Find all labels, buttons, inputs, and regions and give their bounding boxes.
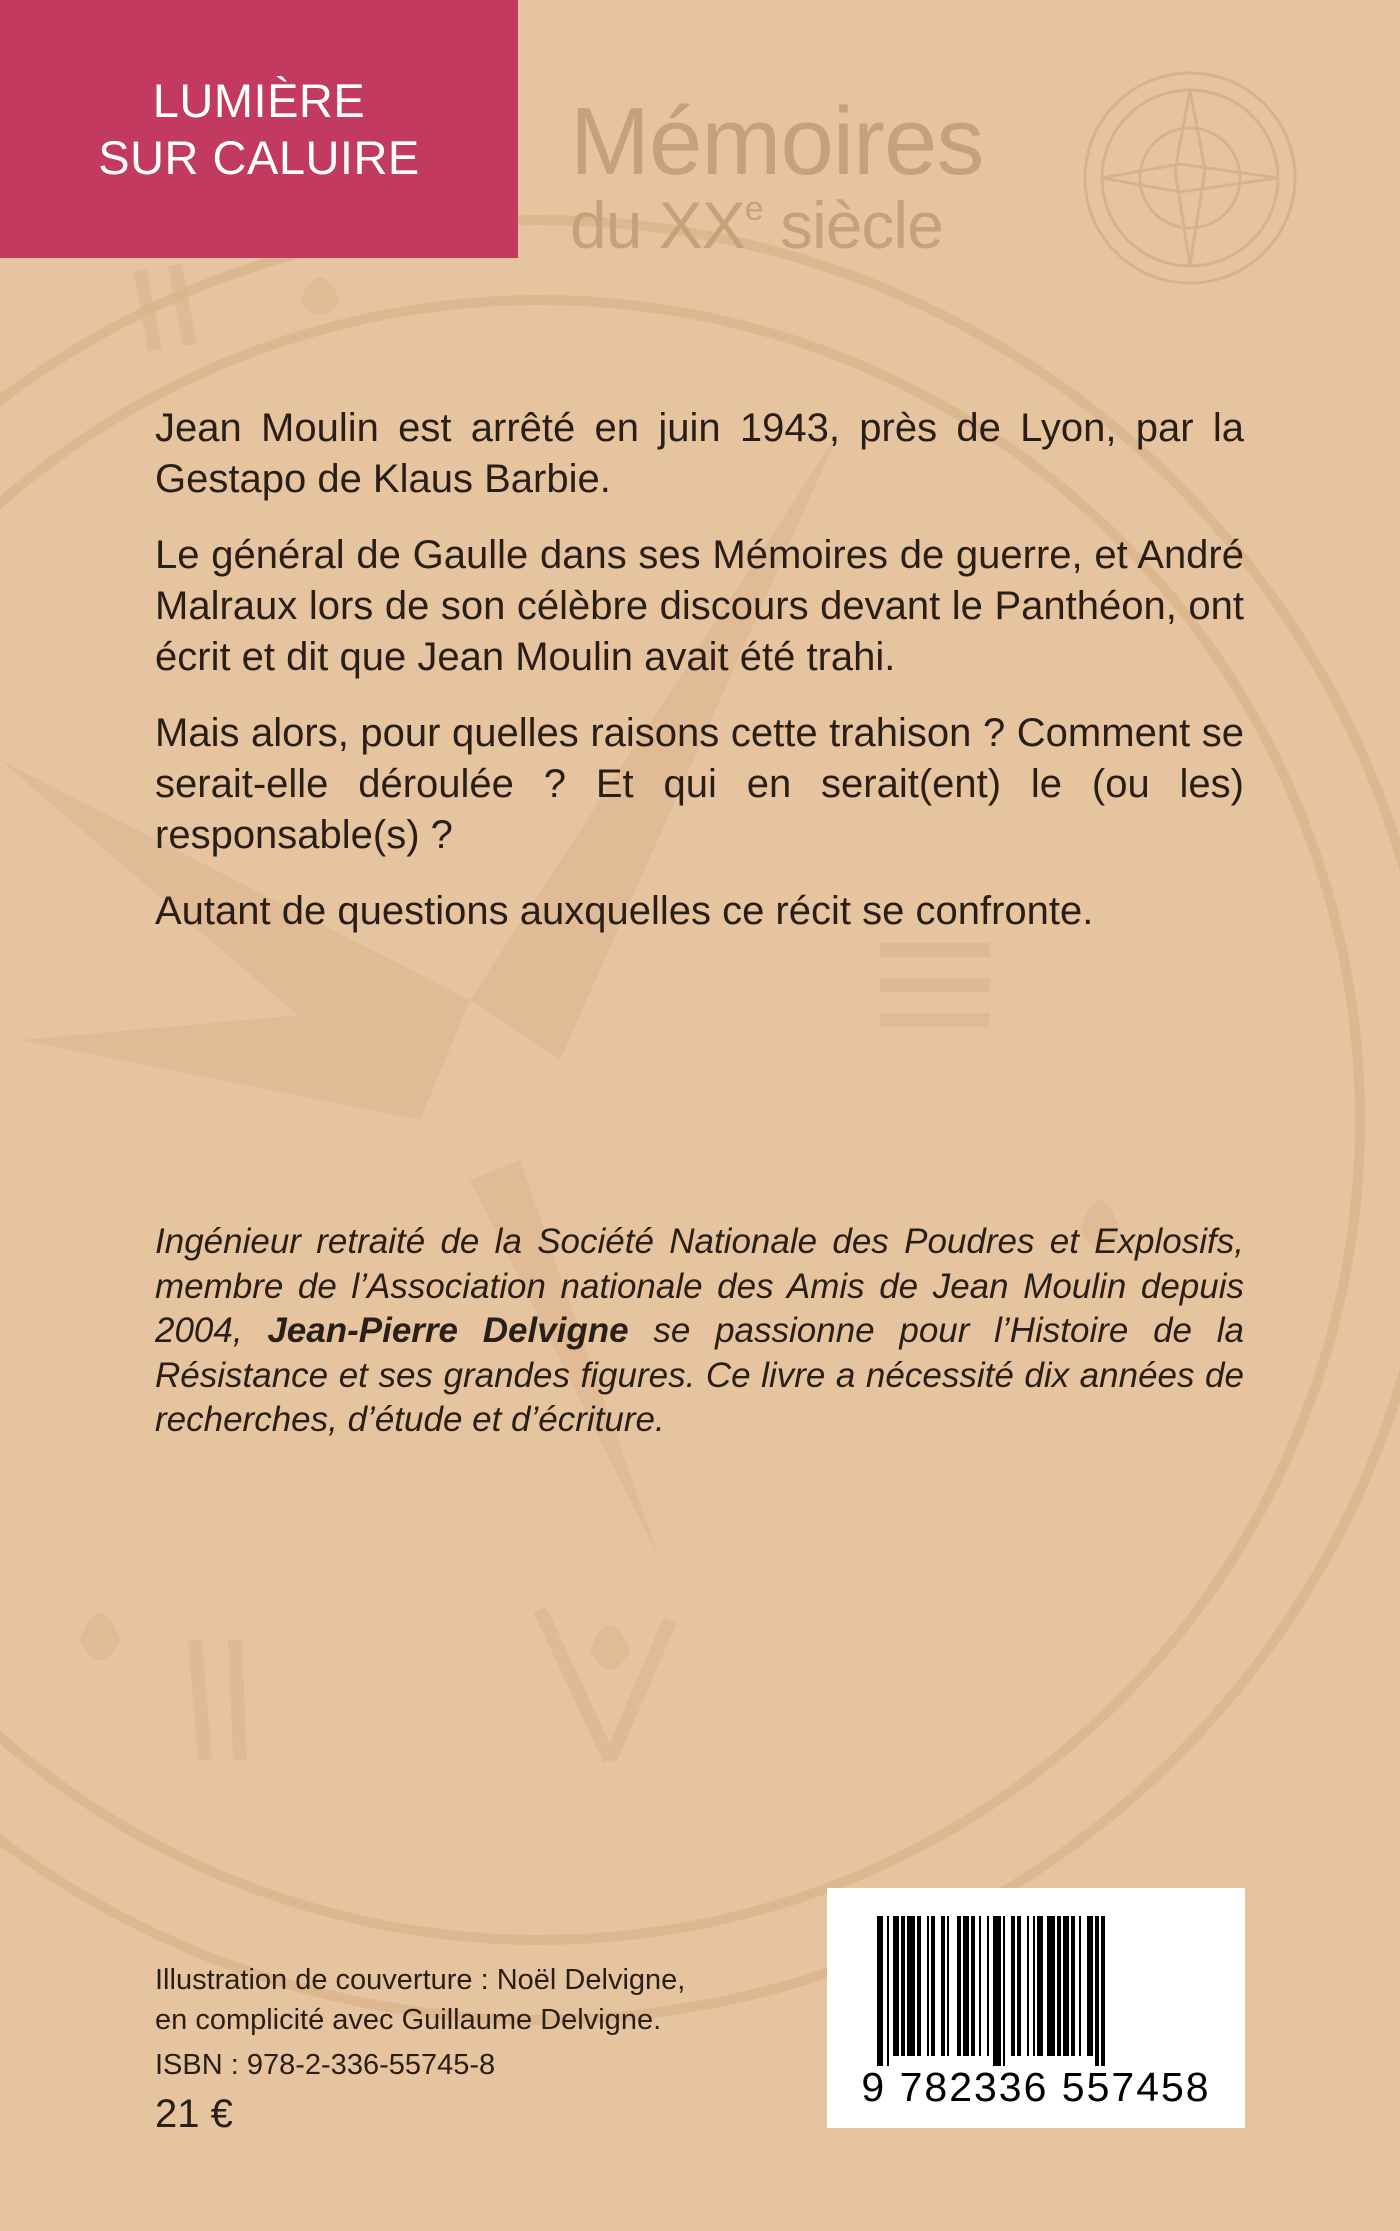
price: 21 € — [155, 2092, 233, 2136]
barcode-bar — [1027, 1916, 1029, 2056]
collection-box — [0, 0, 518, 258]
series-subtitle-prefix: du XX — [570, 188, 745, 262]
collection-title — [0, 72, 518, 186]
barcode-bar — [1011, 1916, 1015, 2056]
barcode-bar — [927, 1916, 929, 2056]
barcode-bar — [993, 1916, 1001, 2066]
collection-title-line2: SUR CALUIRE — [98, 131, 420, 184]
barcode-bar — [1047, 1916, 1055, 2056]
series-subtitle-sup: e — [744, 190, 763, 228]
barcode-bar — [971, 1916, 975, 2056]
series-subtitle — [570, 190, 943, 260]
barcode-bar — [1003, 1916, 1005, 2066]
barcode-bar — [1095, 1916, 1099, 2066]
barcode-bar — [877, 1916, 883, 2066]
barcode-bar — [907, 1916, 915, 2056]
barcode-bar — [917, 1916, 921, 2056]
barcode-bar — [1017, 1916, 1021, 2056]
collection-title-line1: LUMIÈRE — [152, 74, 366, 127]
illustration-credit — [155, 1960, 715, 2040]
barcode-bar — [941, 1916, 945, 2056]
barcode-bar — [979, 1916, 981, 2056]
series-subtitle-suffix: siècle — [762, 188, 943, 262]
barcode-bar — [1087, 1916, 1093, 2056]
barcode-bar — [931, 1916, 935, 2056]
series-title: Mémoires — [570, 88, 984, 195]
barcode-bars — [827, 1888, 1245, 2068]
author-bio-before: Ingénieur retraité de la Société Nationale des Poudres et Explosifs, membre de l’Association nationale des Amis de Jean Moulin depuis 2004, — [155, 1222, 1244, 1350]
author-bio-after: se passionne pour l’Histoire de la Résistance et ses grandes figures. Ce livre a nécessité dix années de recherches, d’étude et d’écriture. — [155, 1311, 1244, 1439]
summary-paragraph: Autant de questions auxquelles ce récit se confronte. — [155, 889, 1094, 933]
barcode-bar — [1079, 1916, 1081, 2056]
summary-paragraph: Mais alors, pour quelles raisons cette trahison ? Comment se serait-elle déroulée ? Et qui en serait(ent) le (ou les) responsable(s) ? — [155, 711, 1244, 857]
barcode-bar — [957, 1916, 961, 2056]
barcode-bar — [901, 1916, 905, 2056]
author-bio — [155, 1220, 1244, 1443]
author-bio-paragraph — [155, 1220, 1244, 1443]
barcode-bar — [1033, 1916, 1035, 2056]
barcode-bar — [963, 1916, 969, 2056]
summary-paragraph: Le général de Gaulle dans ses Mémoires de guerre, et André Malraux lors de son célèbre discours devant le Panthéon, ont écrit et dit que Jean Moulin avait été trahi. — [155, 533, 1244, 679]
barcode-bar — [1101, 1916, 1105, 2066]
barcode-bar — [1037, 1916, 1043, 2056]
summary-paragraph: Jean Moulin est arrêté en juin 1943, près de Lyon, par la Gestapo de Klaus Barbie. — [155, 406, 1244, 501]
barcode-bar — [947, 1916, 949, 2056]
summary-text — [155, 403, 1244, 962]
barcode-bar — [1063, 1916, 1069, 2056]
barcode-bar — [1057, 1916, 1061, 2056]
isbn: ISBN : 978-2-336-55745-8 — [155, 2049, 496, 2081]
barcode-bar — [1071, 1916, 1075, 2056]
barcode-bar — [887, 1916, 889, 2066]
barcode-bar — [987, 1916, 989, 2056]
illustration-credit-line2: en complicité avec Guillaume Delvigne. — [155, 2004, 662, 2036]
illustration-credit-line1: Illustration de couverture : Noël Delvigne, — [155, 1964, 686, 1996]
barcode — [827, 1888, 1245, 2128]
barcode-digits: 9 782336 557458 — [861, 2064, 1211, 2110]
barcode-bar — [893, 1916, 899, 2056]
author-name: Jean-Pierre Delvigne — [267, 1311, 629, 1350]
